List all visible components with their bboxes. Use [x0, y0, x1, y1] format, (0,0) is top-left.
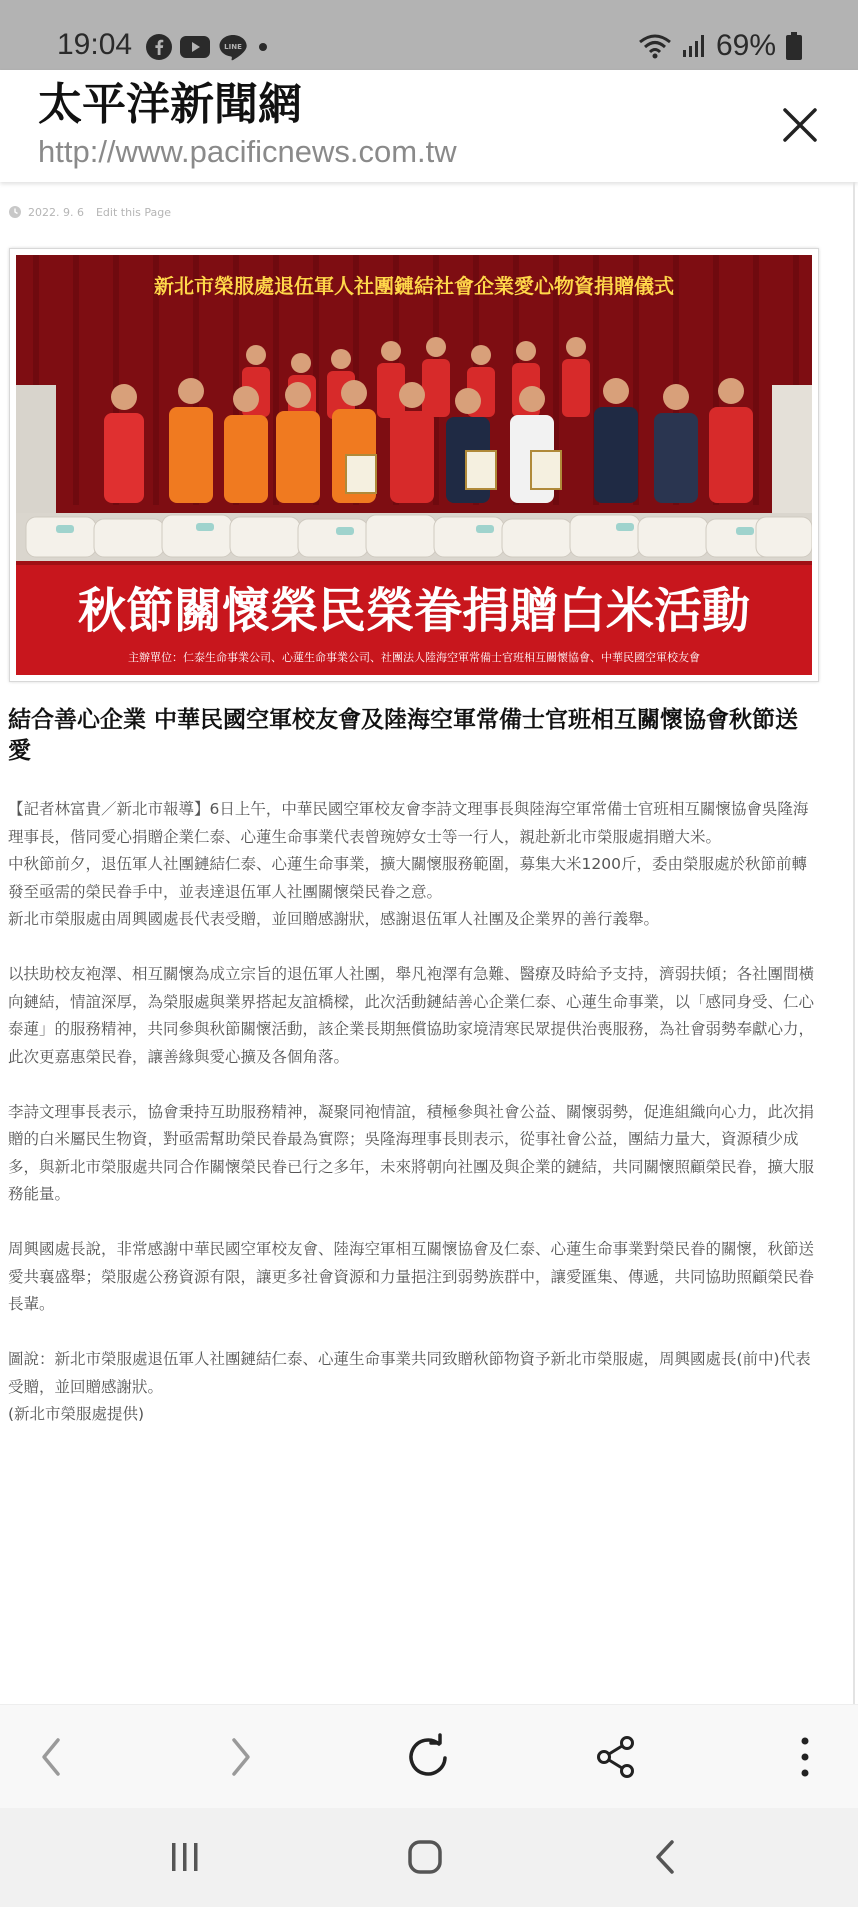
- photo-banner-main: 秋節關懷榮民榮眷捐贈白米活動: [77, 583, 751, 639]
- rice-bags: [16, 513, 812, 561]
- article-content: [0, 182, 855, 1704]
- article-meta: [8, 205, 171, 219]
- article-photo: [9, 248, 819, 682]
- home-icon: [405, 1837, 445, 1877]
- home-button[interactable]: [395, 1832, 455, 1882]
- article-date: 2022. 9. 6: [28, 205, 84, 219]
- line-icon: [218, 33, 248, 61]
- status-bar: [0, 0, 858, 70]
- site-title: 太平洋新聞網: [38, 79, 302, 130]
- article-body: [8, 796, 820, 1429]
- site-header: [0, 70, 858, 182]
- reload-button[interactable]: [398, 1727, 458, 1787]
- recents-button[interactable]: [155, 1832, 215, 1882]
- article-paragraph: 以扶助校友袍澤、相互關懷為成立宗旨的退伍軍人社團，舉凡袍澤有急難、醫療及時給予支持，濟弱扶傾；各社團間橫向鏈結，情誼深厚，為榮服處與業界搭起友誼橋樑，此次活動鏈結善心企業仁泰、心蓮生命事業，以「感同身受、仁心泰蓮」的服務精神，共同參與秋節關懷活動，該企業長期無償協助家境清寒民眾提供治喪服務，為社會弱勢奉獻心力，此次更嘉惠榮民眷，讓善緣與愛心擴及各個角落。: [8, 965, 815, 1066]
- share-button[interactable]: [586, 1727, 646, 1787]
- svg-text:LINE: LINE: [224, 43, 242, 51]
- back-button[interactable]: [22, 1727, 82, 1787]
- wifi-icon: [638, 32, 672, 60]
- nav-back-icon: [648, 1837, 684, 1877]
- status-time: 19:04: [57, 28, 133, 61]
- dot-icon: [256, 40, 270, 54]
- close-icon: [775, 100, 825, 150]
- battery-percentage: 69%: [715, 29, 776, 62]
- youtube-icon: [180, 36, 210, 58]
- edit-page-link[interactable]: Edit this Page: [95, 205, 171, 219]
- system-nav-bar: [0, 1808, 858, 1907]
- battery-icon: [786, 32, 802, 60]
- forward-icon: [220, 1732, 260, 1782]
- forward-button[interactable]: [210, 1727, 270, 1787]
- facebook-icon: [146, 34, 172, 60]
- article-title: 結合善心企業 中華民國空軍校友會及陸海空軍常備士官班相互關懷協會秋節送愛: [8, 707, 799, 764]
- more-icon: [795, 1732, 815, 1782]
- article-paragraph: 【記者林富貴／新北市報導】6日上午，中華民國空軍校友會李詩文理事長與陸海空軍常備士官班相互關懷協會吳隆海理事長，偕同愛心捐贈企業仁泰、心蓮生命事業代表曾琬婷女士等一行人，親赴新北市榮服處捐贈大米。 中秋節前夕，退伍軍人社團鏈結仁泰、心蓮生命事業，擴大關懷服務範圍，募集大米1200斤，委由榮服處於秋節前轉發至亟需的榮民眷手中，並表達退伍軍人社團關懷榮民眷之意。 新北市榮服處由周興國處長代表受贈，並回贈感謝狀，感謝退伍軍人社團及企業界的善行義舉。: [8, 800, 809, 928]
- article-paragraph: 周興國處長說，非常感謝中華民國空軍校友會、陸海空軍相互關懷協會及仁泰、心蓮生命事業對榮民眷的關懷，秋節送愛共襄盛舉；榮服處公務資源有限，讓更多社會資源和力量挹注到弱勢族群中，讓愛匯集、傳遞，共同協助照顧榮民眷長輩。: [8, 1240, 815, 1313]
- event-photo: [16, 255, 812, 675]
- close-button[interactable]: [775, 100, 825, 150]
- notification-icons: [146, 32, 270, 62]
- signal-icon: [682, 34, 706, 58]
- nav-back-button[interactable]: [636, 1832, 696, 1882]
- photo-banner-top: 新北市榮服處退伍軍人社團鏈結社會企業愛心物資捐贈儀式: [154, 274, 674, 298]
- clock-icon: [8, 205, 22, 219]
- share-icon: [591, 1732, 641, 1782]
- reload-icon: [403, 1732, 453, 1782]
- photo-banner-sub: 主辦單位：仁泰生命事業公司、心蓮生命事業公司、社團法人陸海空軍常備士官班相互關懷協會、中華民國空軍校友會: [128, 651, 700, 664]
- back-icon: [32, 1732, 72, 1782]
- photo-caption: 圖說：新北市榮服處退伍軍人社團鏈結仁泰、心蓮生命事業共同致贈秋節物資予新北市榮服處，周興國處長(前中)代表受贈，並回贈感謝狀。 (新北市榮服處提供): [8, 1350, 811, 1423]
- system-icons: [638, 28, 802, 64]
- site-url[interactable]: http://www.pacificnews.com.tw: [38, 134, 457, 169]
- recents-icon: [167, 1839, 203, 1875]
- article-paragraph: 李詩文理事長表示，協會秉持互助服務精神，凝聚同袍情誼，積極參與社會公益、關懷弱勢，促進組織向心力，此次捐贈的白米屬民生物資，對亟需幫助榮民眷最為實際；吳隆海理事長則表示，從事社會公益，團結力量大，資源積少成多，與新北市榮服處共同合作關懷榮民眷已行之多年，未來將朝向社團及與企業的鏈結，共同關懷照顧榮民眷，擴大服務能量。: [8, 1102, 815, 1203]
- more-options-button[interactable]: [775, 1727, 835, 1787]
- browser-toolbar: [0, 1704, 858, 1809]
